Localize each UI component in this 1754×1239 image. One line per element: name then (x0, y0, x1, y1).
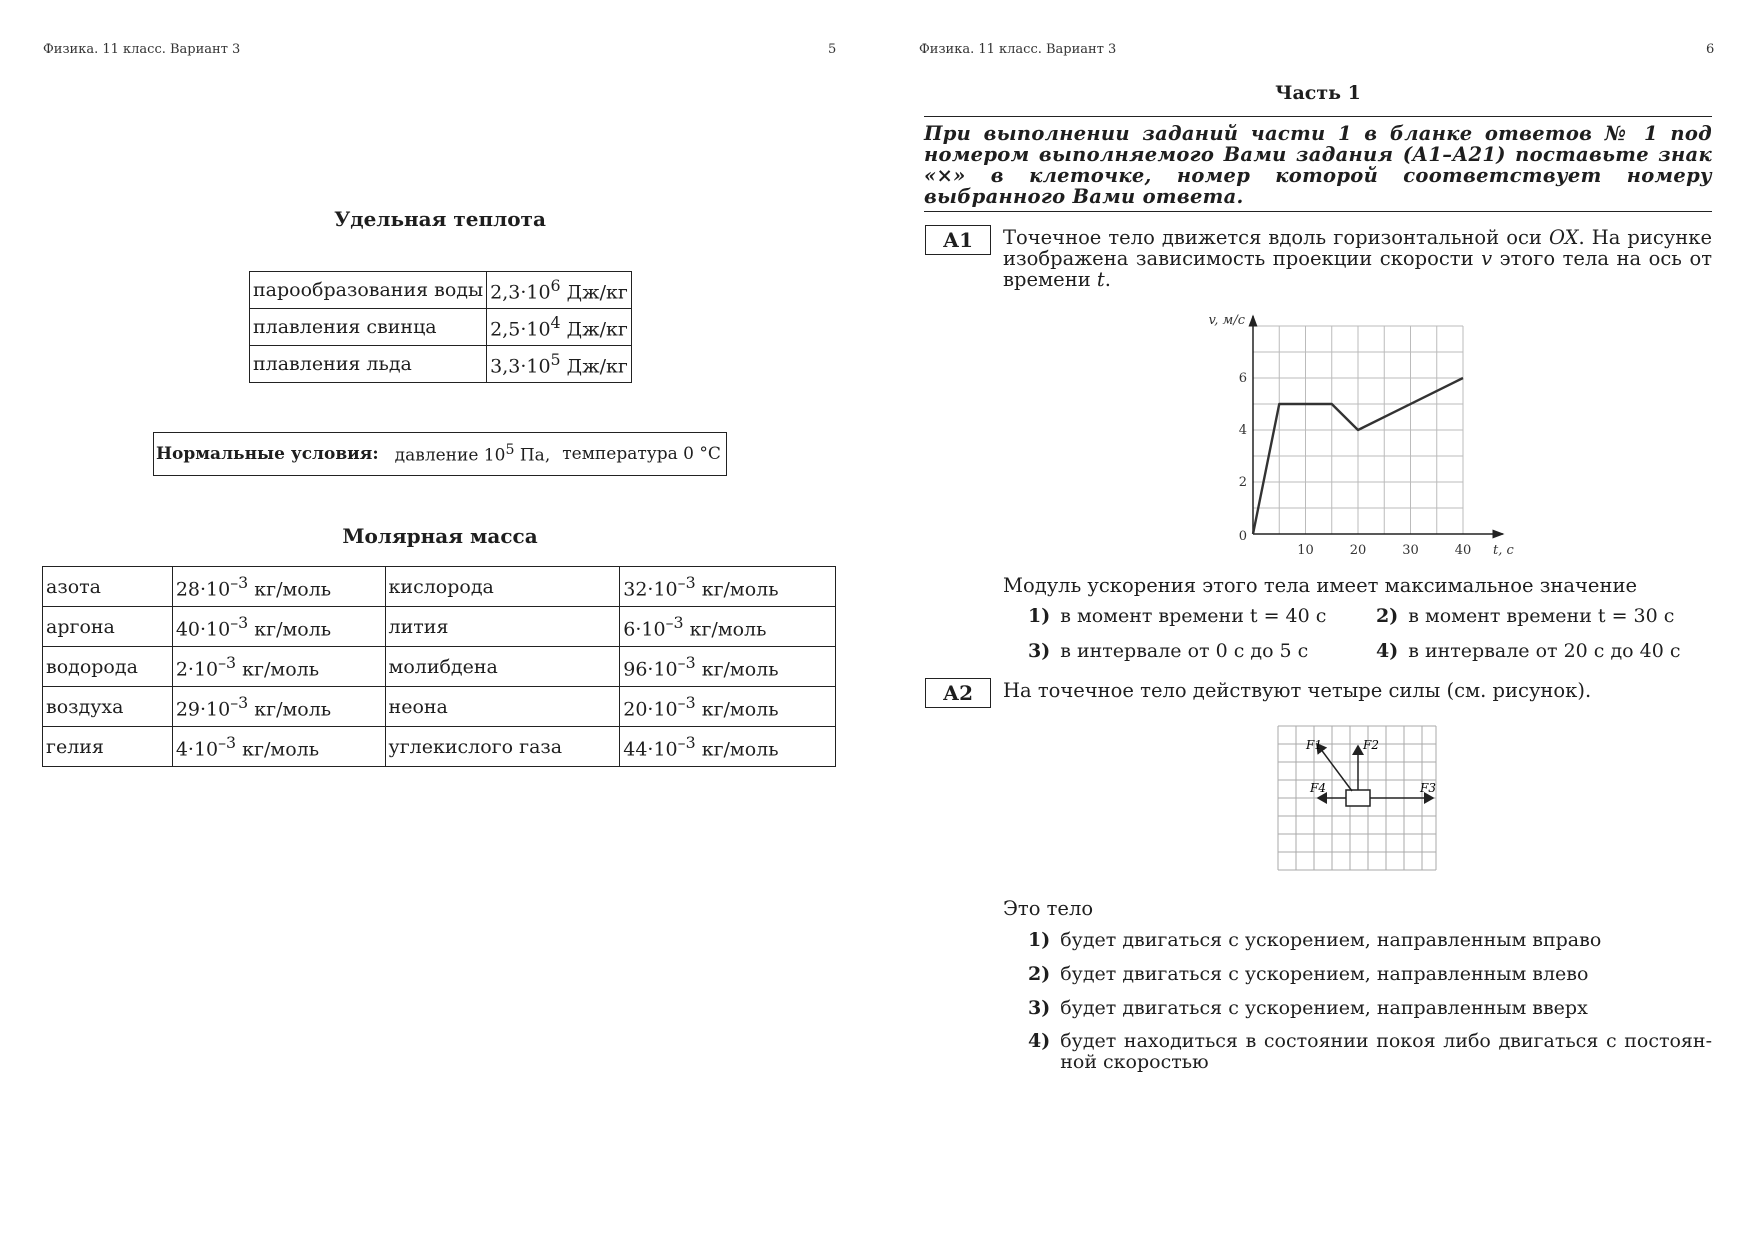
y-axis-label: v, м/с (1208, 313, 1245, 328)
molar-table (42, 566, 836, 767)
x-tick-label: 20 (1349, 543, 1367, 558)
a1-option-1[interactable]: 1) в момент времени t = 40 с (1028, 605, 1327, 627)
molar-name: аргона (43, 607, 173, 647)
molar-name: воздуха (43, 687, 173, 727)
force-f2-label: F2 (1363, 738, 1379, 752)
molar-name: неона (385, 687, 620, 727)
x-tick-label: 30 (1402, 543, 1419, 558)
a2-option-3[interactable]: 3) будет двигаться с ускорением, направленным вверх (1028, 997, 1588, 1019)
a1-text: Точечное тело движется вдоль горизонтальной оси OX. На рисунке изображена зависимость проекции скорости v этого тела на ось от времени t. (1003, 226, 1713, 291)
a2-question: Это тело (1003, 897, 1094, 920)
heat-value: $3,3\cdot 10^5$ Дж/кг (487, 346, 632, 383)
heat-value: $2,3\cdot 10^6$ Дж/кг (487, 272, 632, 309)
instruction-text: При выполнении заданий части 1 в бланке ответов № 1 под номером выполняемого Вами задания (А1–А21) поставьте знак «×» в клеточке, номер которой соответствует номеру выбранного Вами ответа. (924, 122, 1712, 208)
normal-pressure: давление $10^5$ Па, (394, 442, 551, 466)
question-label-a2: А2 (925, 678, 991, 708)
heat-name: плавления свинца (250, 309, 487, 346)
a2-text: На точечное тело действуют четыре силы (см. рисунок). (1003, 679, 1592, 702)
normal-conditions-box (153, 432, 727, 476)
molar-row (43, 567, 836, 607)
molar-row (43, 607, 836, 647)
molar-name: кислорода (385, 567, 620, 607)
a1-option-4[interactable]: 4) в интервале от 20 с до 40 с (1376, 640, 1681, 662)
molar-value: $6\cdot 10^{-3}$ кг/моль (620, 607, 836, 647)
y-tick-label: 6 (1238, 371, 1247, 386)
heat-table (249, 271, 632, 383)
right-page-header: Физика. 11 класс. Вариант 3 (919, 42, 1117, 57)
molar-value: $96\cdot 10^{-3}$ кг/моль (620, 647, 836, 687)
x-axis-label: t, с (1493, 543, 1514, 558)
molar-value: $4\cdot 10^{-3}$ кг/моль (172, 727, 385, 767)
molar-title: Молярная масса (342, 524, 538, 548)
force-f1-label: F1 (1306, 738, 1322, 752)
molar-value: $44\cdot 10^{-3}$ кг/моль (620, 727, 836, 767)
x-tick-label: 40 (1454, 543, 1472, 558)
question-label-a1: А1 (925, 225, 991, 255)
y-tick-label: 2 (1238, 475, 1247, 490)
molar-value: $29\cdot 10^{-3}$ кг/моль (172, 687, 385, 727)
velocity-time-chart (1190, 308, 1520, 558)
force-f4-label: F4 (1310, 781, 1326, 795)
heat-name: плавления льда (250, 346, 487, 383)
right-page-number: 6 (1706, 42, 1715, 57)
heat-title: Удельная теплота (334, 207, 546, 231)
body-block (1346, 790, 1370, 806)
molar-name: углекислого газа (385, 727, 620, 767)
molar-value: $20\cdot 10^{-3}$ кг/моль (620, 687, 836, 727)
molar-value: $2\cdot 10^{-3}$ кг/моль (172, 647, 385, 687)
molar-name: лития (385, 607, 620, 647)
heat-row (250, 346, 632, 383)
molar-name: водорода (43, 647, 173, 687)
a1-question: Модуль ускорения этого тела имеет максимальное значение (1003, 574, 1637, 597)
a2-option-2[interactable]: 2) будет двигаться с ускорением, направленным влево (1028, 963, 1589, 985)
part-title: Часть 1 (1275, 82, 1361, 104)
heat-row (250, 272, 632, 309)
y-tick-label: 4 (1238, 423, 1247, 438)
molar-name: гелия (43, 727, 173, 767)
molar-name: азота (43, 567, 173, 607)
forces-diagram (1276, 724, 1440, 874)
a2-option-1[interactable]: 1) будет двигаться с ускорением, направленным вправо (1028, 929, 1602, 951)
a1-option-3[interactable]: 3) в интервале от 0 с до 5 с (1028, 640, 1309, 662)
molar-row (43, 727, 836, 767)
normal-conditions-label: Нормальные условия: (156, 444, 379, 464)
a2-option-4[interactable]: 4) будет находиться в состоянии покоя либо двигаться с постоян- ной скоростью (1028, 1030, 1712, 1073)
molar-row (43, 687, 836, 727)
molar-value: $40\cdot 10^{-3}$ кг/моль (172, 607, 385, 647)
heat-name: парообразования воды (250, 272, 487, 309)
x-tick-label: 10 (1297, 543, 1314, 558)
force-f3-label: F3 (1420, 781, 1436, 795)
instruction-bottom-rule (924, 211, 1712, 212)
molar-value: $28\cdot 10^{-3}$ кг/моль (172, 567, 385, 607)
y-tick-label: 0 (1238, 529, 1247, 544)
left-page-header: Физика. 11 класс. Вариант 3 (43, 42, 241, 57)
heat-row (250, 309, 632, 346)
heat-value: $2,5\cdot 10^4$ Дж/кг (487, 309, 632, 346)
molar-row (43, 647, 836, 687)
left-page-number: 5 (828, 42, 837, 57)
molar-value: $32\cdot 10^{-3}$ кг/моль (620, 567, 836, 607)
molar-name: молибдена (385, 647, 620, 687)
a1-option-2[interactable]: 2) в момент времени t = 30 с (1376, 605, 1675, 627)
normal-temperature: температура 0 °C (562, 444, 721, 464)
instruction-top-rule (924, 116, 1712, 117)
